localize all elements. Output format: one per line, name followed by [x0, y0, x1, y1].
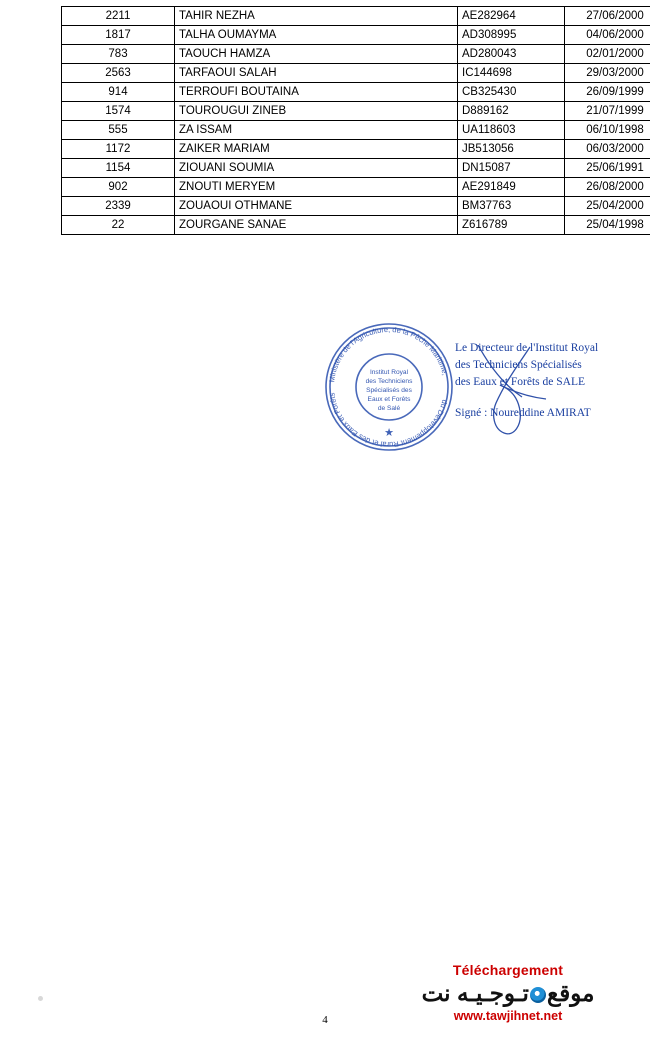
cell-name: ZOURGANE SANAE: [175, 216, 458, 235]
cell-name: ZA ISSAM: [175, 121, 458, 140]
cell-date: 27/06/2000: [565, 7, 650, 26]
signature-block: [455, 340, 645, 422]
signature-line-3: des Eaux et Forêts de SALE: [455, 376, 585, 388]
cell-date: 06/03/2000: [565, 140, 650, 159]
cell-date: 25/06/1991: [565, 159, 650, 178]
cell-cin: CB325430: [458, 83, 565, 102]
table-row: [62, 121, 650, 140]
cell-name: ZNOUTI MERYEM: [175, 178, 458, 197]
watermark-arabic-right: نت: [421, 980, 451, 1006]
table-row: [62, 140, 650, 159]
cell-name: ZAIKER MARIAM: [175, 140, 458, 159]
cell-cin: BM37763: [458, 197, 565, 216]
cell-num: 555: [62, 121, 175, 140]
cell-num: 783: [62, 45, 175, 64]
cell-date: 04/06/2000: [565, 26, 650, 45]
cell-num: 1817: [62, 26, 175, 45]
globe-icon: [530, 987, 546, 1003]
cell-cin: AD280043: [458, 45, 565, 64]
cell-num: 902: [62, 178, 175, 197]
cell-date: 25/04/2000: [565, 197, 650, 216]
svg-text:★: ★: [384, 427, 394, 439]
cell-name: TALHA OUMAYMA: [175, 26, 458, 45]
table-row: [62, 159, 650, 178]
cell-date: 29/03/2000: [565, 64, 650, 83]
official-stamp: [322, 320, 456, 454]
watermark-arabic: [378, 979, 638, 1007]
cell-cin: JB513056: [458, 140, 565, 159]
cell-cin: AE282964: [458, 7, 565, 26]
watermark-url[interactable]: www.tawjihnet.net: [453, 1009, 563, 1023]
table-row: [62, 83, 650, 102]
watermark-arabic-left: موقع: [546, 980, 595, 1006]
table-row: [62, 64, 650, 83]
cell-cin: Z616789: [458, 216, 565, 235]
table-row: [62, 26, 650, 45]
cell-date: 25/04/1998: [565, 216, 650, 235]
cell-num: 2211: [62, 7, 175, 26]
cell-date: 26/09/1999: [565, 83, 650, 102]
table-row: [62, 178, 650, 197]
cell-num: 1154: [62, 159, 175, 178]
stamp-icon: [322, 320, 456, 454]
svg-text:Spécialisés des: Spécialisés des: [366, 387, 412, 394]
cell-num: 2563: [62, 64, 175, 83]
cell-num: 1574: [62, 102, 175, 121]
cell-cin: AE291849: [458, 178, 565, 197]
signature-line-2: des Techniciens Spécialisés: [455, 359, 582, 371]
table-row: [62, 216, 650, 235]
svg-text:Eaux et Forêts: Eaux et Forêts: [367, 396, 411, 403]
cell-name: ZOUAOUI OTHMANE: [175, 197, 458, 216]
cell-date: 06/10/1998: [565, 121, 650, 140]
svg-text:du Développement Rural et des: du Développement Rural et des Eaux et Forêts: [327, 392, 450, 450]
signature-line-1: Le Directeur de l'Institut Royal: [455, 342, 599, 354]
cell-num: 22: [62, 216, 175, 235]
watermark-arabic-mid: تـوجـيـه: [456, 980, 529, 1006]
svg-text:de Salé: de Salé: [377, 405, 401, 412]
watermark: [378, 962, 638, 1023]
cell-cin: UA118603: [458, 121, 565, 140]
cell-num: 2339: [62, 197, 175, 216]
table-row: [62, 45, 650, 64]
table-row: [62, 7, 650, 26]
cell-date: 26/08/2000: [565, 178, 650, 197]
cell-num: 914: [62, 83, 175, 102]
watermark-top-label: Téléchargement: [452, 962, 564, 978]
cell-name: TERROUFI BOUTAINA: [175, 83, 458, 102]
svg-text:Institut Royal: Institut Royal: [369, 369, 409, 376]
cell-name: ZIOUANI SOUMIA: [175, 159, 458, 178]
cell-name: TARFAOUI SALAH: [175, 64, 458, 83]
cell-date: 21/07/1999: [565, 102, 650, 121]
signatory-name: Signé : Noureddine AMIRAT: [455, 407, 591, 419]
cell-cin: IC144698: [458, 64, 565, 83]
table-row: [62, 197, 650, 216]
cell-cin: AD308995: [458, 26, 565, 45]
cell-name: TOUROUGUI ZINEB: [175, 102, 458, 121]
candidates-table: [61, 6, 650, 235]
cell-name: TAOUCH HAMZA: [175, 45, 458, 64]
cell-cin: DN15087: [458, 159, 565, 178]
cell-date: 02/01/2000: [565, 45, 650, 64]
table-row: [62, 102, 650, 121]
svg-text:des Techniciens: des Techniciens: [365, 378, 413, 385]
table-body: [62, 7, 650, 235]
page-speck: [38, 996, 43, 1001]
cell-num: 1172: [62, 140, 175, 159]
cell-cin: D889162: [458, 102, 565, 121]
cell-name: TAHIR NEZHA: [175, 7, 458, 26]
page-number: 4: [322, 1014, 328, 1026]
svg-text:Ministère de l'Agriculture, de: Ministère de l'Agriculture, de la Pêche Maritime,: [327, 324, 450, 383]
